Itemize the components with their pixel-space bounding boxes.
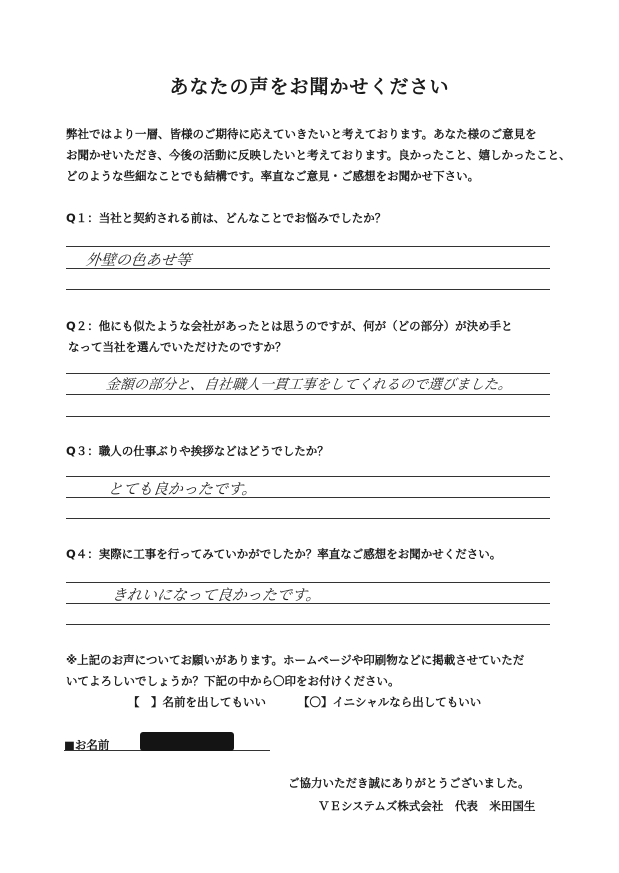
intro-text: [66, 124, 586, 187]
question-2: [66, 316, 566, 358]
answer-3-handwritten: とても良かったです。: [107, 480, 258, 498]
intro-line: 弊社ではより一層、皆様のご期待に応えていきたいと考えております。あなた様のご意見を: [66, 127, 537, 141]
answer-line: [66, 476, 550, 477]
redacted-name: [140, 732, 234, 751]
publication-note: [66, 650, 566, 692]
answer-line: [66, 246, 550, 247]
note-line: いてよろしいでしょうか？下記の中から〇印をお付けください。: [66, 674, 400, 688]
intro-line: お聞かせいただき、今後の活動に反映したいと考えております。良かったこと、嬉しかったこと、: [66, 148, 571, 162]
intro-line: どのような些細なことでも結構です。率直なご意見・ご感想をお聞かせ下さい。: [66, 169, 480, 183]
question-4: Q４：実際に工事を行ってみていかがでしたか？率直なご感想をお聞かせください。: [66, 547, 502, 561]
answer-line: [66, 582, 550, 583]
question-3: Q３：職人の仕事ぶりや挨拶などはどうでしたか？: [66, 444, 329, 458]
answer-4-handwritten: きれいになって良かったです。: [111, 586, 322, 604]
question-1: Q１：当社と契約される前は、どんなことでお悩みでしたか？: [66, 211, 387, 225]
company-signature: ＶＥシステムズ株式会社 代表 米田国生: [318, 799, 536, 813]
note-line: ※上記のお声についてお願いがあります。ホームページや印刷物などに掲載させていただ: [66, 653, 525, 667]
name-label: ■お名前: [64, 738, 110, 752]
answer-1-handwritten: 外壁の色あせ等: [85, 251, 192, 269]
answer-line: [66, 289, 550, 290]
answer-2-handwritten: 金額の部分と、自社職人一貫工事をしてくれるので選びました。: [105, 377, 513, 393]
option-name-ok[interactable]: 【 】名前を出してもいい: [128, 695, 266, 709]
thanks-message: ご協力いただき誠にありがとうございました。: [288, 776, 530, 790]
answer-line: [66, 624, 550, 625]
option-initial-ok[interactable]: 【〇】イニシャルなら出してもいい: [298, 695, 482, 709]
answer-line: [66, 394, 550, 395]
answer-line: [66, 416, 550, 417]
question-2-line: なって当社を選んでいただけたのですか？: [68, 340, 287, 354]
answer-line: [66, 518, 550, 519]
question-2-line: Q２：他にも似たような会社があったとは思うのですが、何が（どの部分）が決め手と: [66, 319, 513, 333]
page-title: あなたの声をお聞かせください: [169, 76, 450, 98]
